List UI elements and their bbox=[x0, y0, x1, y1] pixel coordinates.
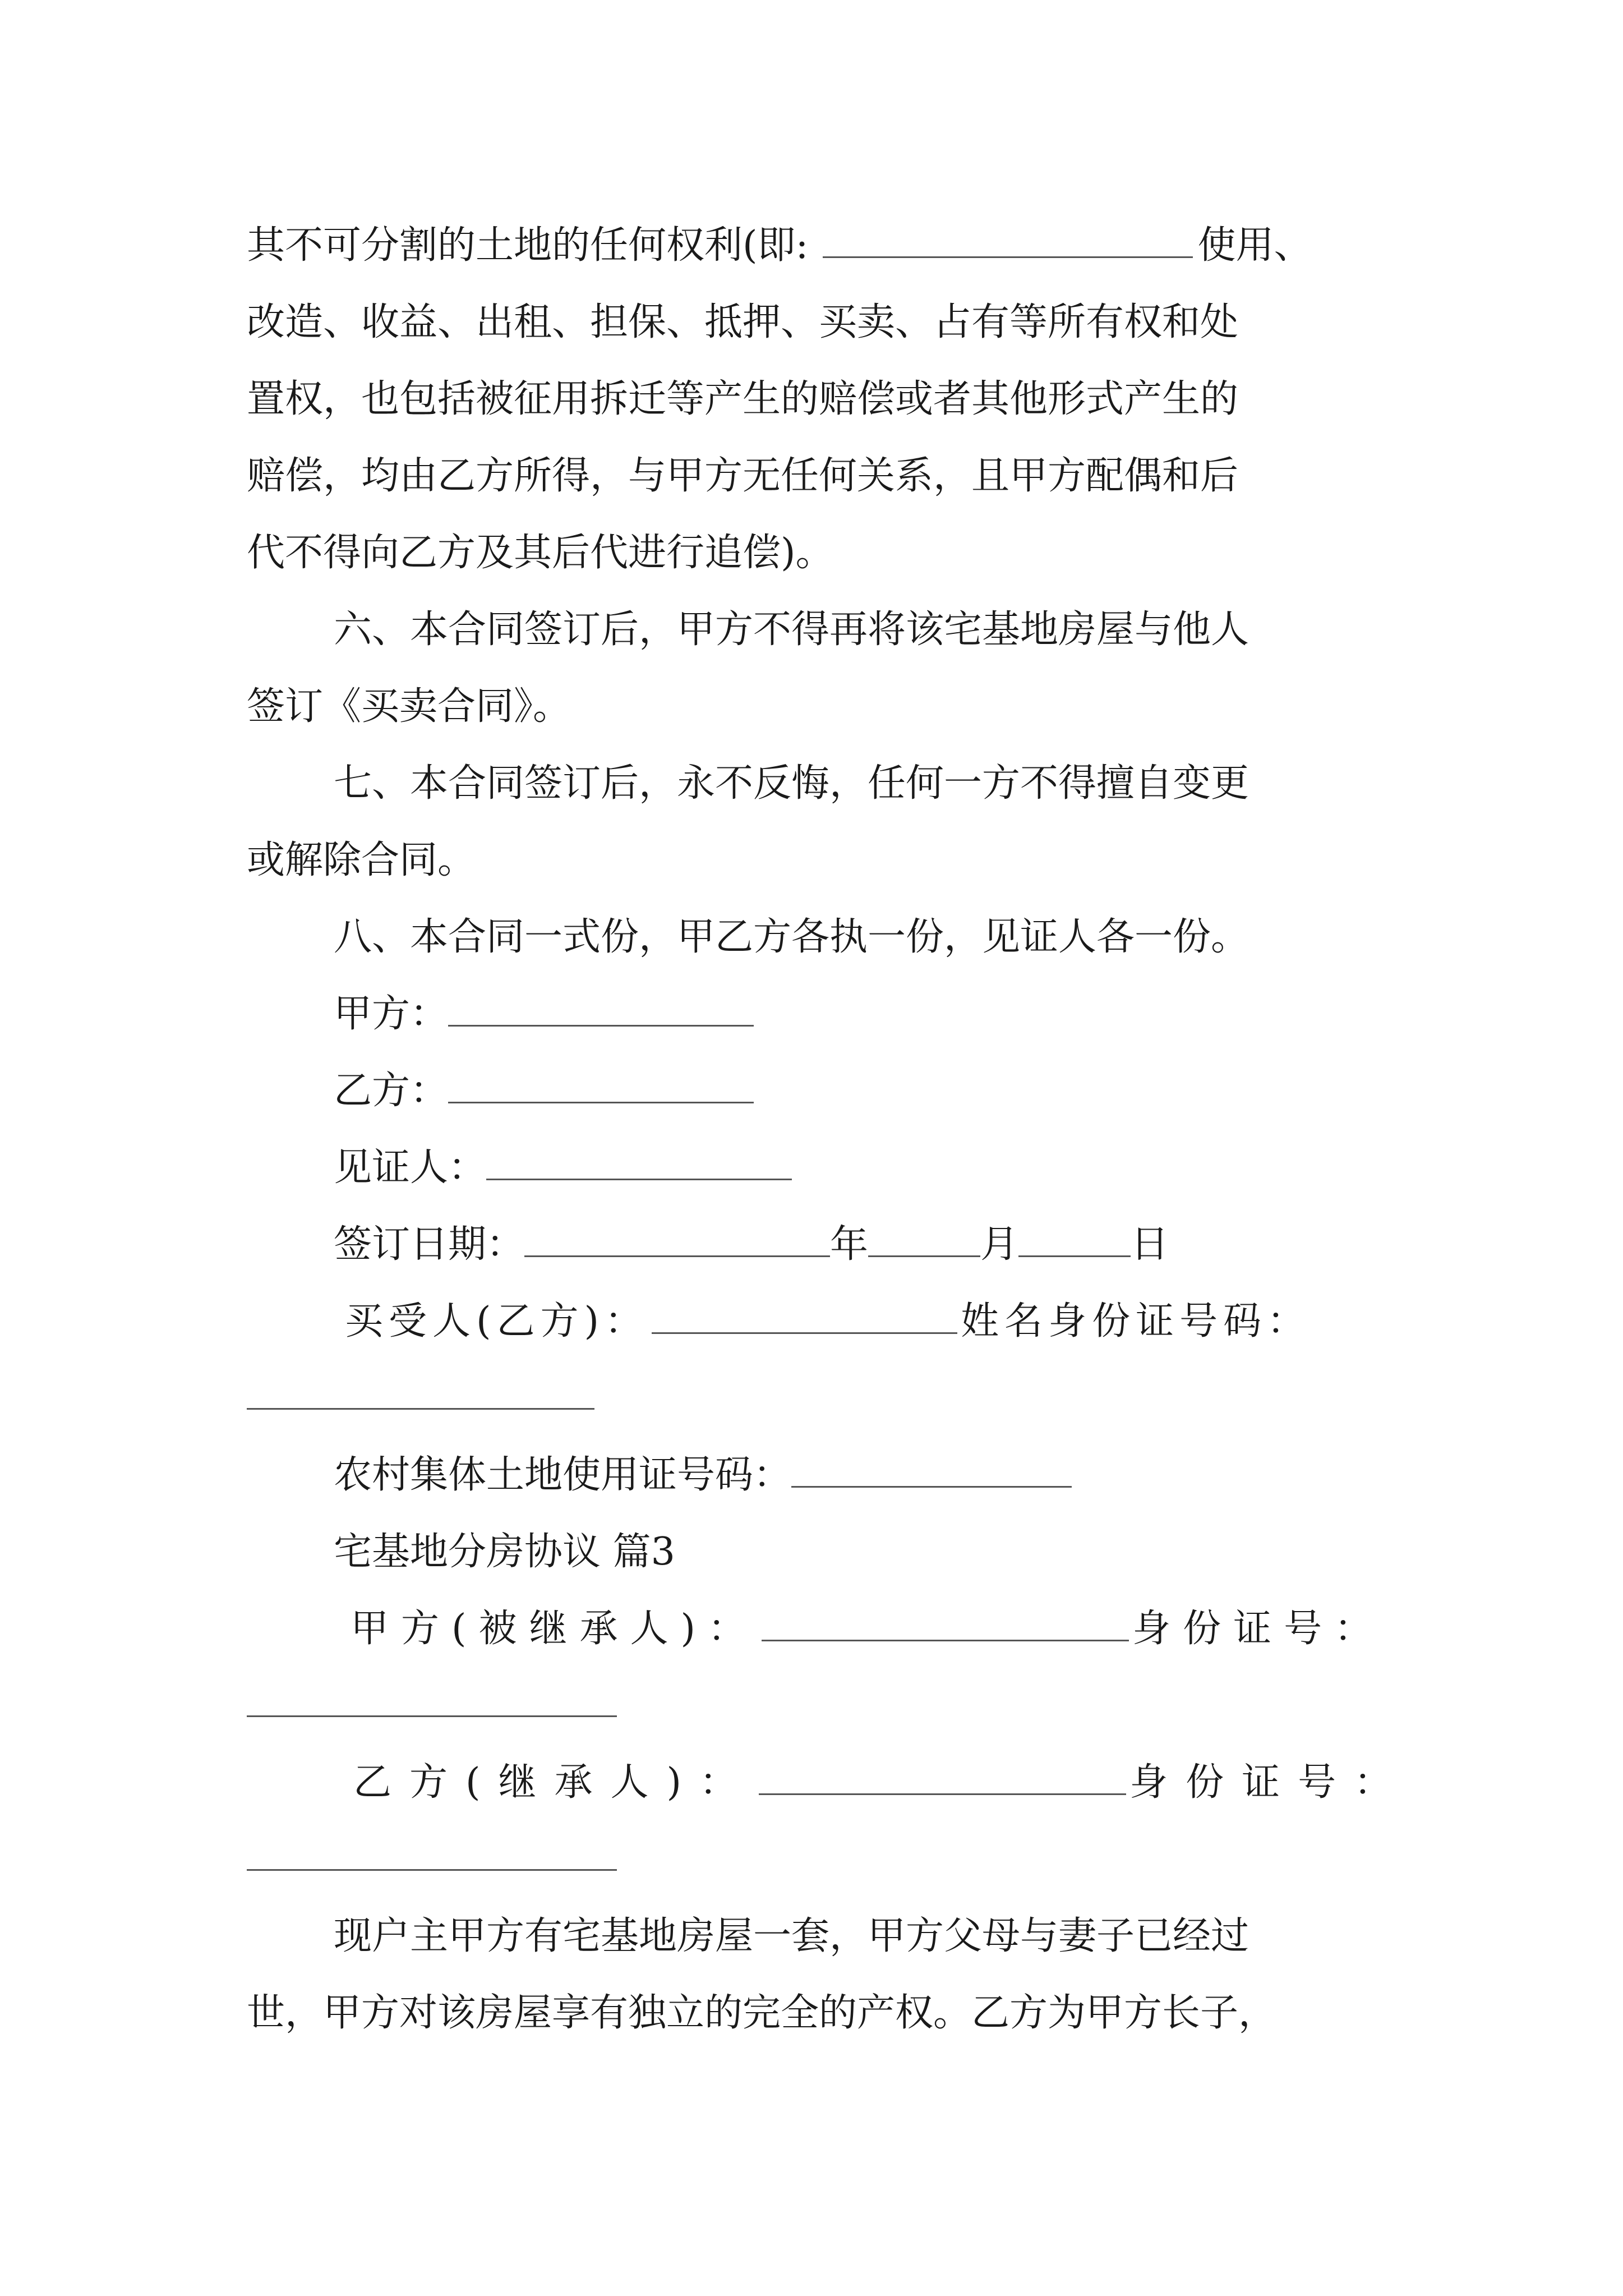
witness-label: 见证人： bbox=[334, 1145, 487, 1190]
heir-a-id-blank bbox=[247, 1715, 617, 1717]
clause-seven-line1: 七、本合同签订后，永不反悔，任何一方不得擅自变更 bbox=[334, 761, 1249, 806]
clause-six-line1: 六、本合同签订后，甲方不得再将该宅基地房屋与他人 bbox=[334, 608, 1249, 652]
buyer-blank bbox=[652, 1297, 957, 1334]
text-line bbox=[247, 218, 1312, 274]
party-a-line bbox=[334, 986, 754, 1042]
land-cert-blank bbox=[791, 1451, 1072, 1488]
text-line: 代不得向乙方及其后代进行追偿)。 bbox=[247, 531, 834, 575]
month-label: 月 bbox=[980, 1222, 1019, 1267]
intro-line2: 世，甲方对该房屋享有独立的完全的产权。乙方为甲方长子， bbox=[247, 1991, 1277, 2035]
party-a-blank bbox=[448, 990, 754, 1027]
month-blank bbox=[868, 1221, 980, 1257]
year-blank bbox=[524, 1221, 830, 1257]
party-b-line bbox=[334, 1063, 754, 1119]
land-cert-line bbox=[334, 1447, 1072, 1503]
heir-b-label: 乙方(继承人)： bbox=[353, 1760, 756, 1805]
heir-a-blank bbox=[762, 1605, 1129, 1641]
buyer-label: 买受人(乙方)： bbox=[345, 1299, 649, 1343]
heir-a-id-label: 身份证号： bbox=[1132, 1607, 1385, 1651]
heir-a-line bbox=[351, 1601, 1385, 1657]
text-line: 赔偿，均由乙方所得，与甲方无任何关系，且甲方配偶和后 bbox=[247, 454, 1239, 498]
heir-b-blank bbox=[759, 1759, 1126, 1795]
text-segment: 其不可分割的土地的任何权利(即: bbox=[247, 223, 809, 268]
clause-eight: 八、本合同一式份，甲乙方各执一份，见证人各一份。 bbox=[334, 915, 1249, 959]
sign-date-line bbox=[334, 1217, 1169, 1273]
heir-a-label: 甲方(被继承人)： bbox=[351, 1607, 759, 1651]
intro-line1: 现户主甲方有宅基地房屋一套，甲方父母与妻子已经过 bbox=[334, 1914, 1249, 1958]
party-b-label: 乙方： bbox=[334, 1069, 449, 1113]
clause-seven-line2: 或解除合同。 bbox=[247, 838, 476, 882]
text-line: 改造、收益、出租、担保、抵押、买卖、占有等所有权和处 bbox=[247, 300, 1239, 344]
fill-blank bbox=[823, 222, 1193, 258]
clause-six-line2: 签订《买卖合同》。 bbox=[247, 684, 571, 729]
buyer-id-label: 姓名身份证号码： bbox=[961, 1299, 1311, 1343]
heir-b-id-blank bbox=[247, 1869, 617, 1871]
text-line: 置权，也包括被征用拆迁等产生的赔偿或者其他形式产生的 bbox=[247, 377, 1239, 421]
buyer-line bbox=[345, 1294, 1311, 1350]
land-cert-label: 农村集体土地使用证号码： bbox=[334, 1453, 792, 1497]
witness-line bbox=[334, 1140, 792, 1196]
party-a-label: 甲方： bbox=[334, 992, 449, 1036]
day-label: 日 bbox=[1131, 1222, 1169, 1267]
witness-blank bbox=[486, 1144, 792, 1180]
heir-b-id-label: 身份证号： bbox=[1129, 1760, 1410, 1805]
party-b-blank bbox=[448, 1067, 754, 1103]
sign-date-label: 签订日期： bbox=[334, 1222, 525, 1267]
year-label: 年 bbox=[830, 1222, 869, 1267]
heir-b-line bbox=[353, 1755, 1410, 1811]
text-segment: 使用、 bbox=[1197, 223, 1312, 268]
section-title: 宅基地分房协议 篇3 bbox=[334, 1530, 675, 1574]
buyer-id-blank bbox=[247, 1408, 594, 1410]
day-blank bbox=[1018, 1221, 1131, 1257]
